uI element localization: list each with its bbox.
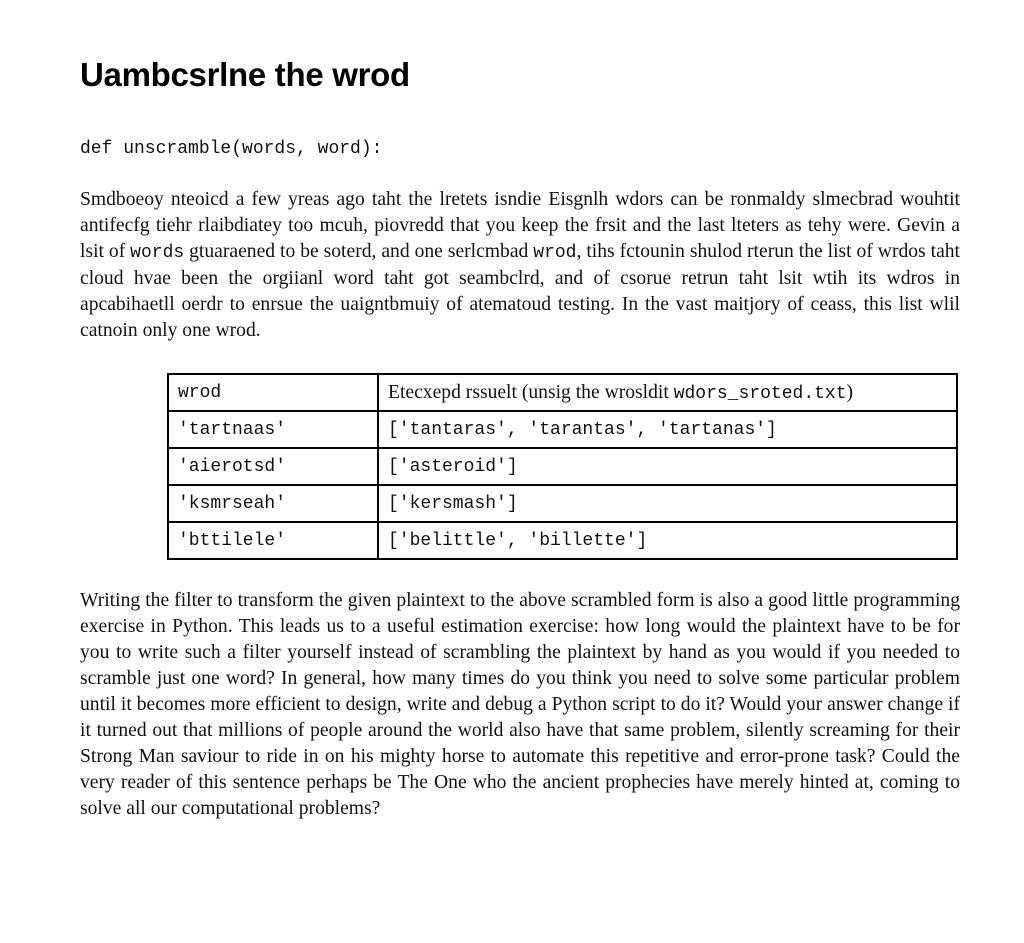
description-text-middle: gtuaraened to be soterd, and one serlcmbad [184, 241, 534, 262]
row-result: ['belittle', 'billette'] [378, 522, 957, 559]
table-row [168, 411, 957, 448]
row-word: 'ksmrseah' [168, 485, 378, 522]
table-row [168, 448, 957, 485]
header-expected-prefix: Etecxepd rssuelt (unsig the wrosldit [388, 381, 674, 403]
document-page [80, 50, 960, 822]
page-title: Uambcsrlne the wrod [80, 56, 410, 93]
description-text-start: Smdboeoy nteoicd a few yreas ago taht the lretets isndie Eisgnlh wdors can be ronmaldy slmecbrad wouhtit antifecfg tiehr rlaibdiatey too mcuh, piovredd that you keep the frsit and the last lteters as tehy were. Gevin a lsit of [80, 189, 960, 262]
description-paragraph [80, 187, 960, 344]
header-expected-file: wdors_sroted.txt [673, 383, 847, 404]
table-header-row [168, 374, 957, 411]
row-result: ['tantaras', 'tarantas', 'tartanas'] [378, 411, 957, 448]
examples-table [167, 373, 958, 560]
inline-code-wrod: wrod [533, 243, 577, 263]
function-signature: def unscramble(words, word): [80, 139, 383, 159]
row-result: ['kersmash'] [378, 485, 957, 522]
header-expected-result [378, 374, 957, 411]
row-word: 'tartnaas' [168, 411, 378, 448]
table-row [168, 485, 957, 522]
header-expected-suffix: ) [846, 381, 854, 403]
description-text-end: , tihs fctounin shulod rterun the list of wrdos taht cloud hvae been the orgiianl word taht got seambclrd, and of csorue retrun taht lsit wtih its wdros in apcabihaetll oerdr to enrsue the uaigntbmuiy of atematoud testing. In the vast maitjory of ceass, this list wlil catnoin only one wrod. [80, 241, 961, 341]
row-word: 'aierotsd' [168, 448, 378, 485]
row-word: 'bttilele' [168, 522, 378, 559]
table-row [168, 522, 957, 559]
row-result: ['asteroid'] [378, 448, 957, 485]
inline-code-words: words [130, 243, 185, 263]
header-word: wrod [168, 374, 378, 411]
exercise-paragraph: Writing the filter to transform the given plaintext to the above scrambled form is also a good little programming exercise in Python. This leads us to a useful estimation exercise: how long would the plaintext have to be for you to write such a filter yourself instead of scrambling the plaintext by hand as you would if you needed to scramble just one word? In general, how many times do you think you need to solve some particular problem until it becomes more efficient to design, write and debug a Python script to do it? Would your answer change if it turned out that millions of people around the world also have that same problem, silently screaming for their Strong Man saviour to ride in on his mighty horse to automate this repetitive and error-prone task? Could the very reader of this sentence perhaps be The One who the ancient prophecies have merely hinted at, coming to solve all our computational problems? [80, 590, 960, 819]
